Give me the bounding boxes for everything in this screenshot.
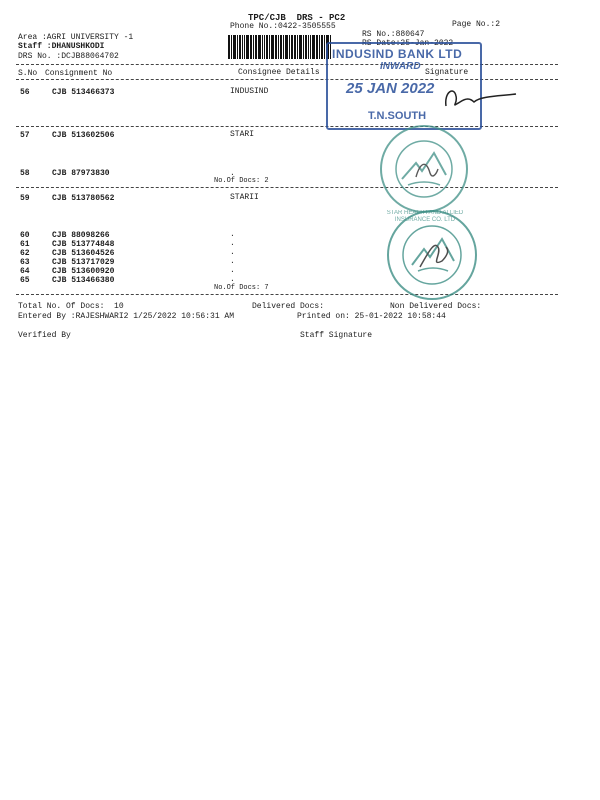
phone-number: Phone No.:0422-3505555: [230, 22, 336, 31]
bank-stamp-date: 25 JAN 2022: [346, 80, 435, 97]
row-sno: 65: [20, 276, 30, 285]
row-consignee: .: [230, 230, 235, 239]
insurance-seal-stamp: [384, 207, 480, 303]
col-consignment: Consignment No: [45, 69, 113, 78]
row-consignment: CJB 513717029: [52, 258, 115, 267]
insurance-seal-stamp: [378, 123, 470, 215]
signature-scribble: [440, 84, 520, 114]
bank-stamp-inward: INWARD: [380, 61, 421, 72]
delivered-docs: Delivered Docs:: [252, 302, 325, 311]
group-doc-count: No.Of Docs: 7: [214, 284, 269, 292]
row-consignment: CJB 513466380: [52, 276, 115, 285]
page-number: Page No.:2: [452, 20, 501, 29]
row-consignment: CJB 88098266: [52, 231, 110, 240]
non-delivered-docs: Non Delivered Docs:: [390, 302, 482, 311]
row-consignment: CJB 87973830: [52, 169, 110, 178]
row-consignee: .: [230, 266, 235, 275]
row-sno: 63: [20, 258, 30, 267]
row-consignee: .: [230, 248, 235, 257]
row-consignment: CJB 513780562: [52, 194, 115, 203]
row-sno: 56: [20, 88, 30, 97]
col-signature: Signature: [425, 68, 469, 77]
row-consignee: .: [230, 169, 235, 178]
row-consignee: INDUSIND: [230, 87, 269, 96]
row-sno: 58: [20, 169, 30, 178]
col-sno: S.No: [18, 69, 38, 78]
row-consignment: CJB 513602506: [52, 131, 115, 140]
row-sno: 59: [20, 194, 30, 203]
row-consignment: CJB 513600920: [52, 267, 115, 276]
row-consignee: STARII: [230, 193, 259, 202]
divider: [16, 187, 558, 188]
row-sno: 64: [20, 267, 30, 276]
row-consignee: STARI: [230, 130, 255, 139]
row-sno: 62: [20, 249, 30, 258]
insurance-seal-text: STAR HEALTH AND ALLIED INSURANCE CO. LTD: [386, 210, 464, 223]
printed-on: Printed on: 25-01-2022 10:58:44: [297, 312, 446, 321]
bank-stamp-name: INDUSIND BANK LTD: [332, 47, 463, 61]
report-title: TPC/CJB DRS - PC2: [248, 13, 346, 23]
rs-number: RS No.:880647: [362, 30, 425, 39]
row-sno: 57: [20, 131, 30, 140]
row-sno: 61: [20, 240, 30, 249]
drs-number: DRS No. :DCJB88064702: [18, 52, 119, 61]
verified-by: Verified By: [18, 331, 71, 340]
row-consignee: .: [230, 257, 235, 266]
col-consignee: Consignee Details: [238, 68, 320, 77]
total-docs: Total No. Of Docs: 10: [18, 302, 124, 311]
staff-label: Staff :DHANUSHKODI: [18, 42, 105, 51]
area-label: Area :AGRI UNIVERSITY -1: [18, 33, 134, 42]
row-consignee: .: [230, 239, 235, 248]
row-consignment: CJB 513466373: [52, 88, 115, 97]
row-consignee: .: [230, 275, 235, 284]
group-doc-count: No.Of Docs: 2: [214, 177, 269, 185]
rs-date: RS Date:25-Jan-2022: [362, 39, 454, 48]
row-consignment: CJB 513604526: [52, 249, 115, 258]
staff-signature: Staff Signature: [300, 331, 373, 340]
row-consignment: CJB 513774848: [52, 240, 115, 249]
row-sno: 60: [20, 231, 30, 240]
bank-stamp-region: T.N.SOUTH: [368, 110, 427, 122]
entered-by: Entered By :RAJESHWARI2 1/25/2022 10:56:31 AM: [18, 312, 235, 321]
